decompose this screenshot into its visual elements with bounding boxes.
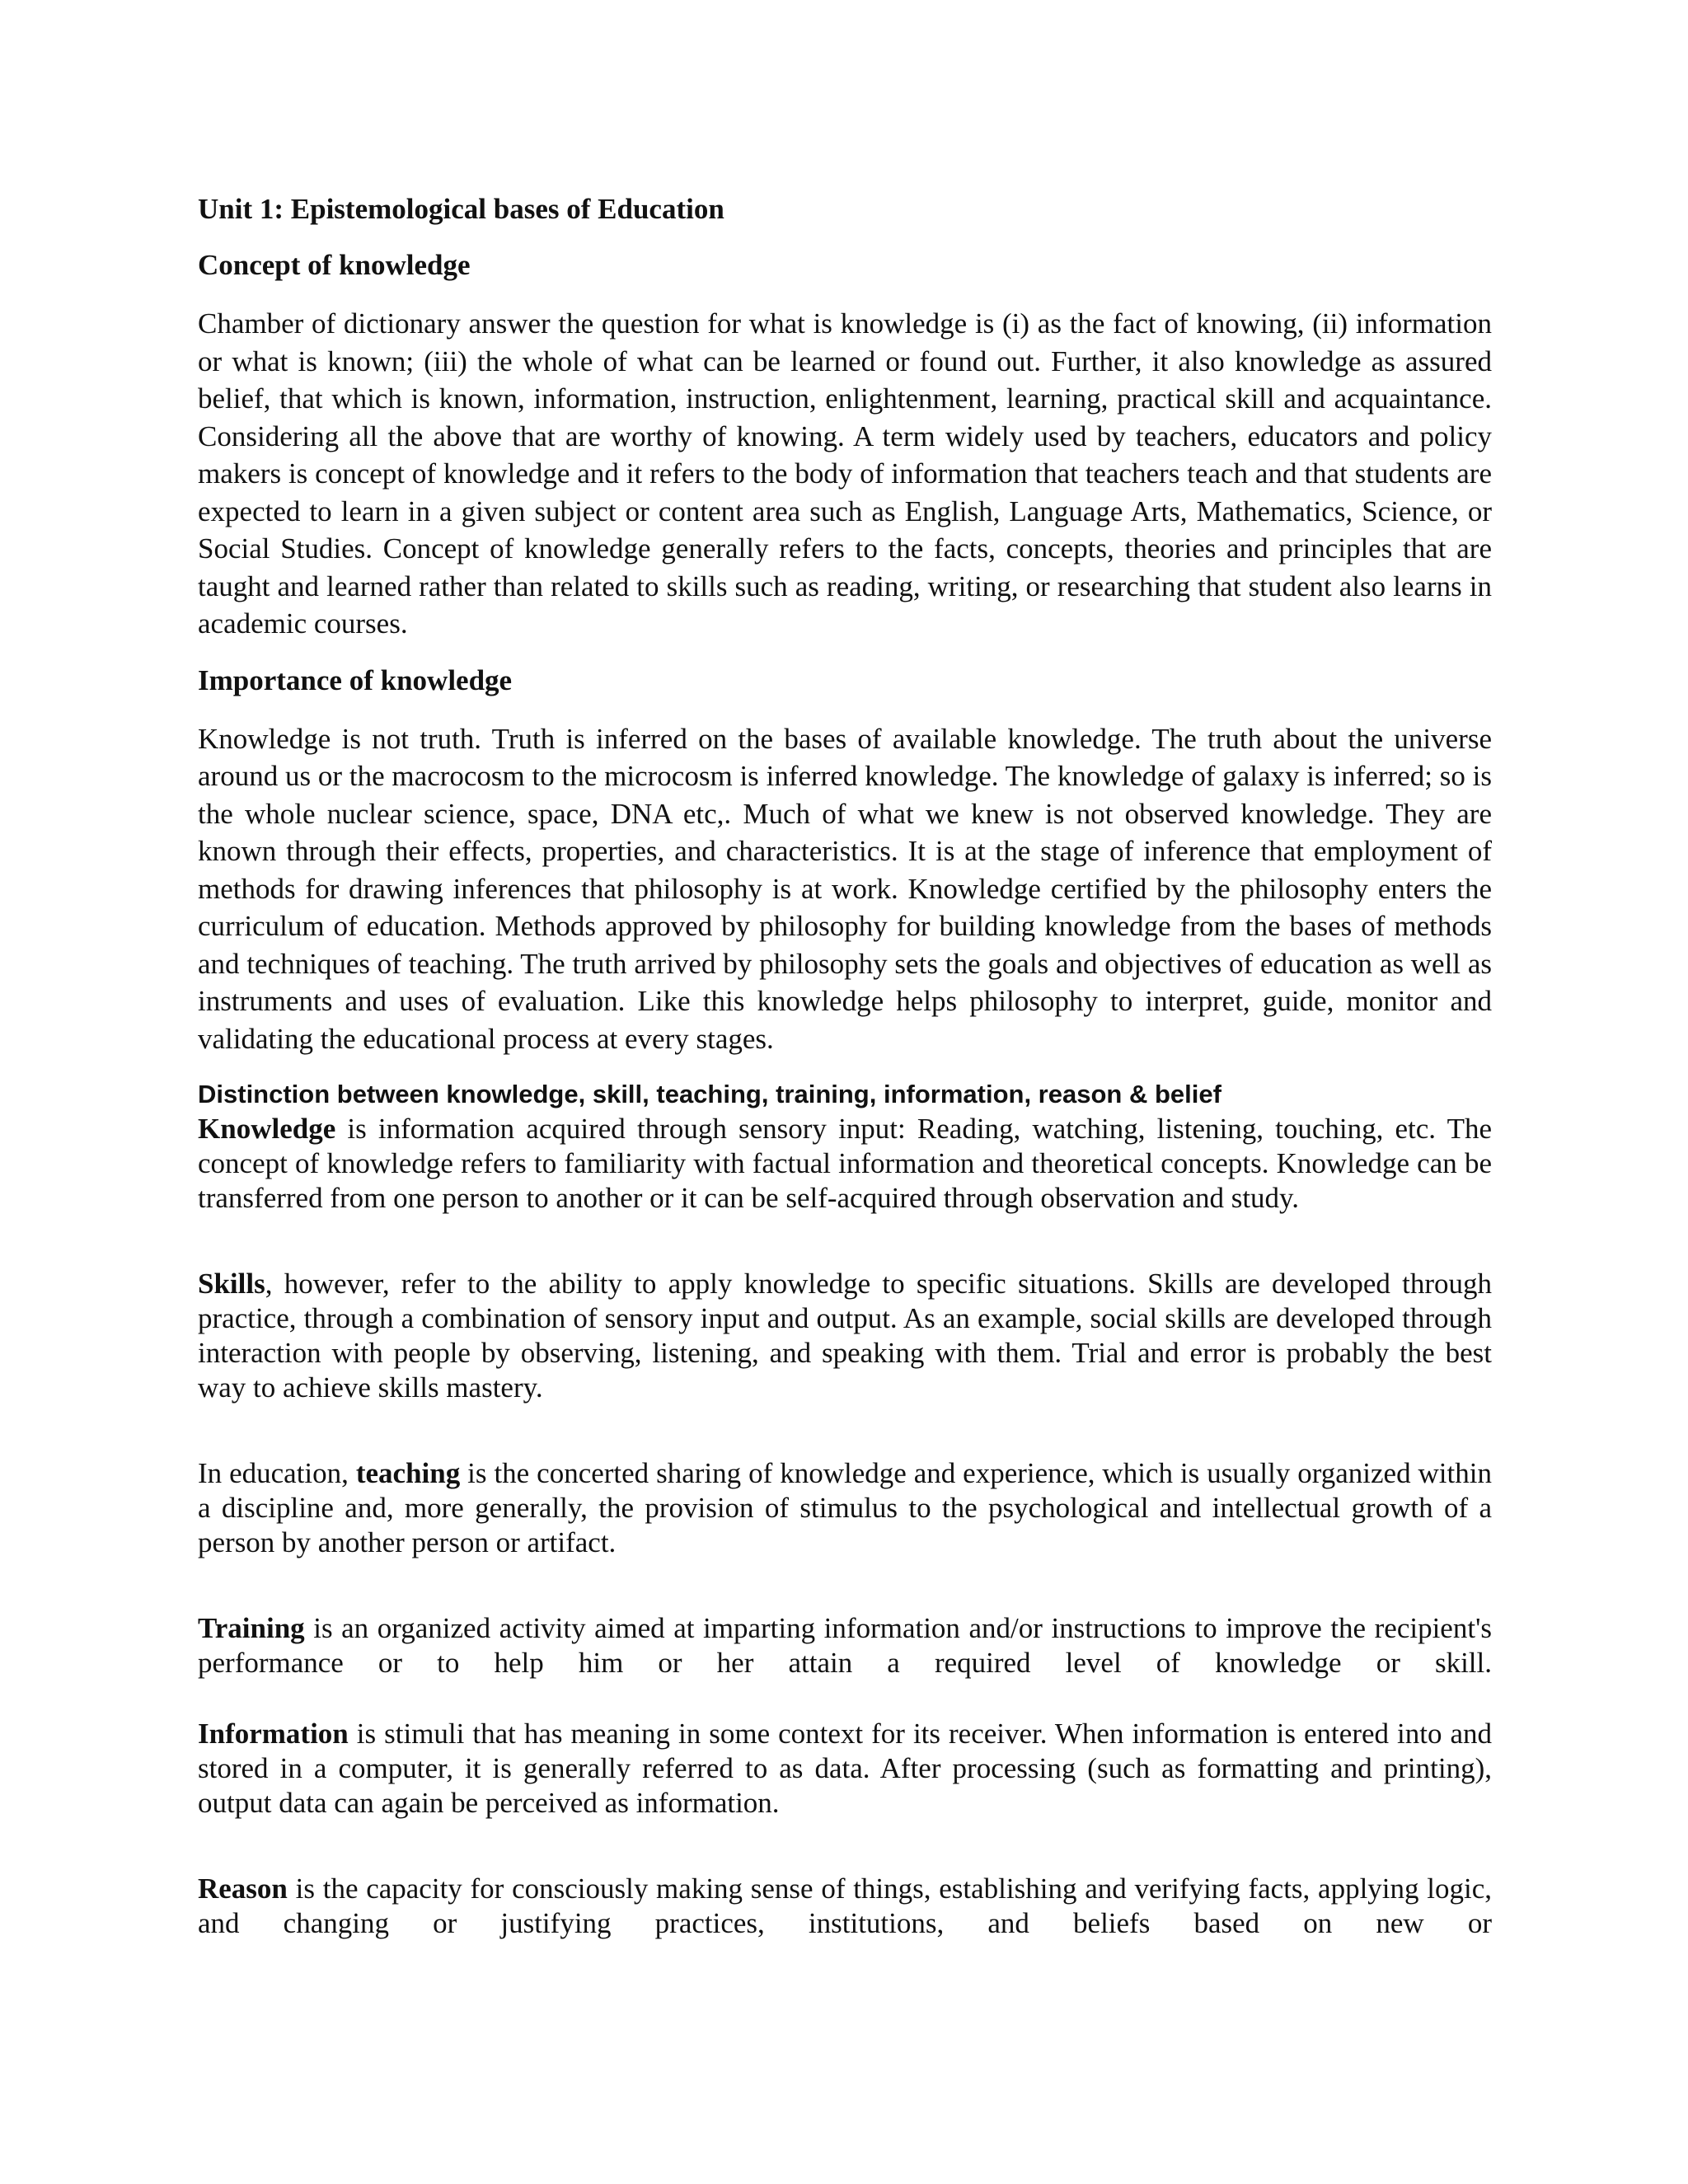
- definition-teaching-text: is the concerted sharing of knowledge and experience, which is usually organized within a discipline and, more generally, the provision of stimulus to the psychological and intellectual growth of a person by another person or artifact.: [198, 1457, 1492, 1558]
- paragraph-concept-of-knowledge: Chamber of dictionary answer the question for what is knowledge is (i) as the fact of knowing, (ii) information or what is known; (iii) the whole of what can be learned or found out. Further, it also knowledge as assured belief, that which is known, information, instruction, enlightenment, learning, practical skill and acquaintance. Considering all the above that are worthy of knowing. A term widely used by teachers, educators and policy makers is concept of knowledge and it refers to the body of information that teachers teach and that students are expected to learn in a given subject or content area such as English, Language Arts, Mathematics, Science, or Social Studies. Concept of knowledge generally refers to the facts, concepts, theories and principles that are taught and learned rather than related to skills such as reading, writing, or researching that student also learns in academic courses.: [198, 307, 1492, 640]
- heading-concept-of-knowledge: Concept of knowledge: [198, 249, 471, 281]
- definition-knowledge: [198, 1112, 1492, 1216]
- definition-skills-text: , however, refer to the ability to apply knowledge to specific situations. Skills are developed through practice, through a combination of sensory input and output. As an example, social skills are developed through interaction with people by observing, listening, and speaking with them. Trial and error is probably the best way to achieve skills mastery.: [198, 1268, 1492, 1404]
- page-content: [198, 191, 1492, 1941]
- paragraph-importance-of-knowledge: Knowledge is not truth. Truth is inferred on the bases of available knowledge. The truth about the universe around us or the macrocosm to the microcosm is inferred knowledge. The knowledge of galaxy is inferred; so is the whole nuclear science, space, DNA etc,. Much of what we knew is not observed knowledge. They are known through their effects, properties, and characteristics. It is at the stage of inference that employment of methods for drawing inferences that philosophy is at work. Knowledge certified by the philosophy enters the curriculum of education. Methods approved by philosophy for building knowledge from the bases of methods and techniques of teaching. The truth arrived by philosophy sets the goals and objectives of education as well as instruments and uses of evaluation. Like this knowledge helps philosophy to interpret, guide, monitor and validating the educational process at every stages.: [198, 722, 1492, 1055]
- term-teaching: teaching: [355, 1457, 461, 1489]
- definition-teaching-prefix: In education,: [198, 1457, 356, 1489]
- term-knowledge: Knowledge: [198, 1113, 336, 1145]
- definition-training: [198, 1611, 1492, 1680]
- term-reason: Reason: [198, 1872, 288, 1905]
- term-training: Training: [198, 1612, 305, 1644]
- unit-title: Unit 1: Epistemological bases of Education: [198, 193, 724, 225]
- term-skills: Skills: [198, 1268, 265, 1300]
- definition-knowledge-text: is information acquired through sensory input: Reading, watching, listening, touching, etc. The concept of knowledge refers to familiarity with factual information and theoretical concepts. Knowledge can be transferred from one person to another or it can be self-acquired through observation and study.: [198, 1113, 1492, 1214]
- definition-information: [198, 1717, 1492, 1821]
- definition-information-text: is stimuli that has meaning in some context for its receiver. When information is entered into and stored in a computer, it is generally referred to as data. After processing (such as formatting and printing), output data can again be perceived as information.: [198, 1718, 1492, 1819]
- heading-distinction: Distinction between knowledge, skill, teaching, training, information, reason & belief: [198, 1080, 1221, 1108]
- definition-reason-text: is the capacity for consciously making sense of things, establishing and verifying facts, applying logic, and changing or justifying practices, institutions, and beliefs based on new or: [198, 1872, 1492, 1939]
- term-information: Information: [198, 1718, 349, 1750]
- definition-teaching: [198, 1456, 1492, 1560]
- definition-reason: [198, 1872, 1492, 1941]
- definition-skills: [198, 1267, 1492, 1405]
- definition-training-text: is an organized activity aimed at imparting information and/or instructions to improve the recipient's performance or to help him or her attain a required level of knowledge or skill.: [198, 1612, 1492, 1679]
- heading-importance-of-knowledge: Importance of knowledge: [198, 663, 513, 696]
